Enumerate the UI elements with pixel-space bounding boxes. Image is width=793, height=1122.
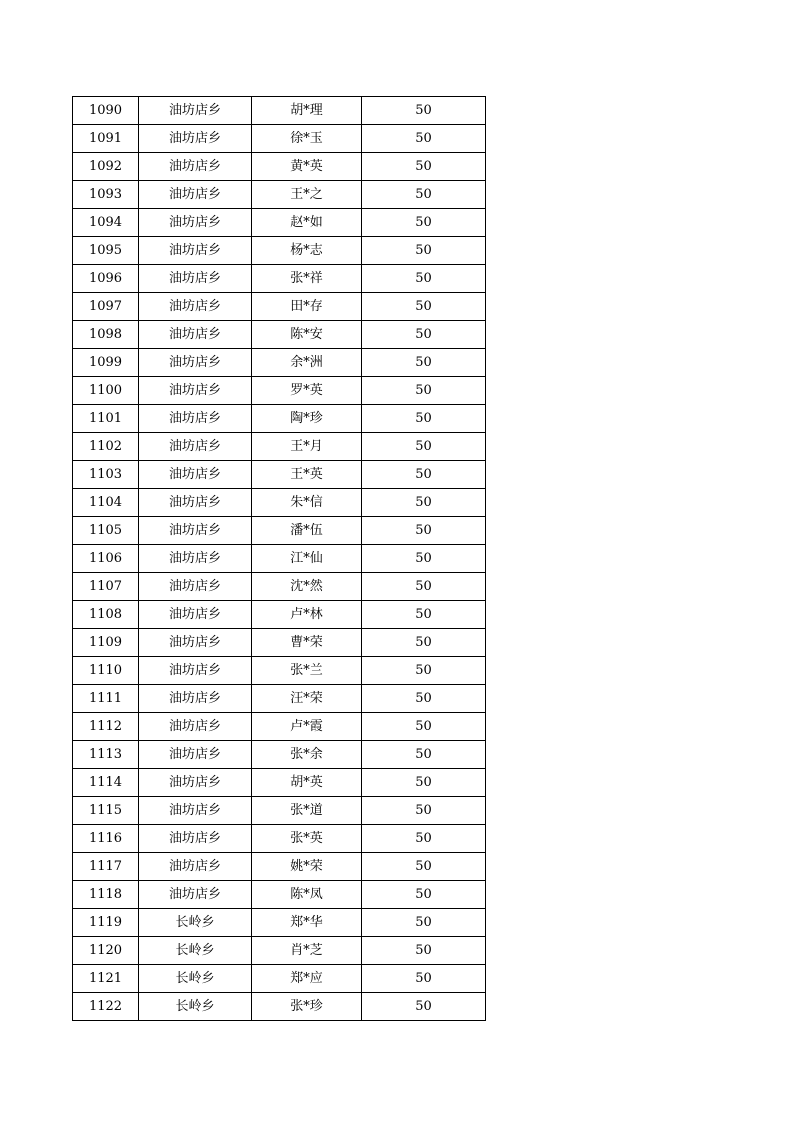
row-number-cell: 1109	[73, 629, 139, 657]
name-cell: 张*珍	[252, 993, 362, 1021]
roster-table	[72, 96, 486, 1021]
name-cell: 汪*荣	[252, 685, 362, 713]
table-row	[73, 181, 486, 209]
row-number-cell: 1099	[73, 349, 139, 377]
amount-cell: 50	[362, 909, 486, 937]
table-row	[73, 545, 486, 573]
township-cell: 油坊店乡	[139, 349, 252, 377]
amount-cell: 50	[362, 713, 486, 741]
township-cell: 油坊店乡	[139, 153, 252, 181]
name-cell: 张*余	[252, 741, 362, 769]
amount-cell: 50	[362, 993, 486, 1021]
township-cell: 油坊店乡	[139, 237, 252, 265]
table-row	[73, 433, 486, 461]
amount-cell: 50	[362, 797, 486, 825]
name-cell: 姚*荣	[252, 853, 362, 881]
township-cell: 油坊店乡	[139, 713, 252, 741]
name-cell: 郑*应	[252, 965, 362, 993]
name-cell: 罗*英	[252, 377, 362, 405]
name-cell: 郑*华	[252, 909, 362, 937]
row-number-cell: 1110	[73, 657, 139, 685]
amount-cell: 50	[362, 517, 486, 545]
township-cell: 油坊店乡	[139, 517, 252, 545]
township-cell: 油坊店乡	[139, 601, 252, 629]
table-row	[73, 937, 486, 965]
township-cell: 油坊店乡	[139, 405, 252, 433]
roster-table-body	[73, 97, 486, 1021]
name-cell: 陶*珍	[252, 405, 362, 433]
township-cell: 长岭乡	[139, 965, 252, 993]
row-number-cell: 1115	[73, 797, 139, 825]
name-cell: 杨*志	[252, 237, 362, 265]
table-row	[73, 489, 486, 517]
township-cell: 油坊店乡	[139, 657, 252, 685]
township-cell: 油坊店乡	[139, 461, 252, 489]
table-row	[73, 965, 486, 993]
name-cell: 王*月	[252, 433, 362, 461]
table-row	[73, 237, 486, 265]
table-row	[73, 405, 486, 433]
name-cell: 张*道	[252, 797, 362, 825]
amount-cell: 50	[362, 209, 486, 237]
amount-cell: 50	[362, 433, 486, 461]
name-cell: 赵*如	[252, 209, 362, 237]
row-number-cell: 1090	[73, 97, 139, 125]
name-cell: 沈*然	[252, 573, 362, 601]
amount-cell: 50	[362, 685, 486, 713]
township-cell: 油坊店乡	[139, 853, 252, 881]
name-cell: 胡*英	[252, 769, 362, 797]
row-number-cell: 1094	[73, 209, 139, 237]
name-cell: 王*之	[252, 181, 362, 209]
name-cell: 徐*玉	[252, 125, 362, 153]
amount-cell: 50	[362, 181, 486, 209]
name-cell: 田*存	[252, 293, 362, 321]
amount-cell: 50	[362, 349, 486, 377]
amount-cell: 50	[362, 489, 486, 517]
name-cell: 卢*林	[252, 601, 362, 629]
amount-cell: 50	[362, 405, 486, 433]
row-number-cell: 1116	[73, 825, 139, 853]
row-number-cell: 1112	[73, 713, 139, 741]
name-cell: 王*英	[252, 461, 362, 489]
amount-cell: 50	[362, 629, 486, 657]
table-row	[73, 881, 486, 909]
township-cell: 油坊店乡	[139, 265, 252, 293]
amount-cell: 50	[362, 937, 486, 965]
table-row	[73, 293, 486, 321]
row-number-cell: 1121	[73, 965, 139, 993]
amount-cell: 50	[362, 601, 486, 629]
table-row	[73, 909, 486, 937]
table-row	[73, 629, 486, 657]
name-cell: 张*兰	[252, 657, 362, 685]
row-number-cell: 1113	[73, 741, 139, 769]
township-cell: 油坊店乡	[139, 797, 252, 825]
township-cell: 油坊店乡	[139, 489, 252, 517]
amount-cell: 50	[362, 293, 486, 321]
row-number-cell: 1092	[73, 153, 139, 181]
table-row	[73, 517, 486, 545]
township-cell: 油坊店乡	[139, 825, 252, 853]
township-cell: 油坊店乡	[139, 573, 252, 601]
township-cell: 油坊店乡	[139, 685, 252, 713]
table-row	[73, 853, 486, 881]
township-cell: 油坊店乡	[139, 377, 252, 405]
township-cell: 油坊店乡	[139, 629, 252, 657]
amount-cell: 50	[362, 741, 486, 769]
township-cell: 油坊店乡	[139, 433, 252, 461]
name-cell: 余*洲	[252, 349, 362, 377]
row-number-cell: 1111	[73, 685, 139, 713]
name-cell: 陈*安	[252, 321, 362, 349]
amount-cell: 50	[362, 545, 486, 573]
row-number-cell: 1106	[73, 545, 139, 573]
township-cell: 长岭乡	[139, 909, 252, 937]
amount-cell: 50	[362, 321, 486, 349]
row-number-cell: 1097	[73, 293, 139, 321]
name-cell: 肖*芝	[252, 937, 362, 965]
table-row	[73, 461, 486, 489]
table-row	[73, 769, 486, 797]
amount-cell: 50	[362, 853, 486, 881]
row-number-cell: 1119	[73, 909, 139, 937]
township-cell: 油坊店乡	[139, 321, 252, 349]
amount-cell: 50	[362, 657, 486, 685]
township-cell: 油坊店乡	[139, 293, 252, 321]
name-cell: 陈*凤	[252, 881, 362, 909]
row-number-cell: 1101	[73, 405, 139, 433]
amount-cell: 50	[362, 377, 486, 405]
table-row	[73, 797, 486, 825]
amount-cell: 50	[362, 125, 486, 153]
name-cell: 胡*理	[252, 97, 362, 125]
table-row	[73, 573, 486, 601]
row-number-cell: 1103	[73, 461, 139, 489]
row-number-cell: 1105	[73, 517, 139, 545]
township-cell: 油坊店乡	[139, 881, 252, 909]
township-cell: 长岭乡	[139, 937, 252, 965]
table-row	[73, 713, 486, 741]
township-cell: 油坊店乡	[139, 545, 252, 573]
name-cell: 黄*英	[252, 153, 362, 181]
amount-cell: 50	[362, 573, 486, 601]
table-row	[73, 657, 486, 685]
township-cell: 长岭乡	[139, 993, 252, 1021]
amount-cell: 50	[362, 965, 486, 993]
name-cell: 张*祥	[252, 265, 362, 293]
table-row	[73, 349, 486, 377]
name-cell: 卢*霞	[252, 713, 362, 741]
row-number-cell: 1095	[73, 237, 139, 265]
table-row	[73, 685, 486, 713]
row-number-cell: 1096	[73, 265, 139, 293]
township-cell: 油坊店乡	[139, 741, 252, 769]
township-cell: 油坊店乡	[139, 125, 252, 153]
table-row	[73, 125, 486, 153]
amount-cell: 50	[362, 881, 486, 909]
row-number-cell: 1118	[73, 881, 139, 909]
row-number-cell: 1102	[73, 433, 139, 461]
amount-cell: 50	[362, 265, 486, 293]
table-row	[73, 825, 486, 853]
name-cell: 江*仙	[252, 545, 362, 573]
amount-cell: 50	[362, 97, 486, 125]
table-row	[73, 377, 486, 405]
row-number-cell: 1107	[73, 573, 139, 601]
row-number-cell: 1108	[73, 601, 139, 629]
table-row	[73, 993, 486, 1021]
amount-cell: 50	[362, 153, 486, 181]
township-cell: 油坊店乡	[139, 769, 252, 797]
table-row	[73, 321, 486, 349]
row-number-cell: 1098	[73, 321, 139, 349]
row-number-cell: 1091	[73, 125, 139, 153]
township-cell: 油坊店乡	[139, 97, 252, 125]
row-number-cell: 1093	[73, 181, 139, 209]
row-number-cell: 1117	[73, 853, 139, 881]
name-cell: 潘*伍	[252, 517, 362, 545]
row-number-cell: 1104	[73, 489, 139, 517]
table-row	[73, 601, 486, 629]
table-row	[73, 153, 486, 181]
amount-cell: 50	[362, 237, 486, 265]
name-cell: 张*英	[252, 825, 362, 853]
name-cell: 曹*荣	[252, 629, 362, 657]
row-number-cell: 1120	[73, 937, 139, 965]
table-row	[73, 741, 486, 769]
township-cell: 油坊店乡	[139, 209, 252, 237]
row-number-cell: 1114	[73, 769, 139, 797]
row-number-cell: 1100	[73, 377, 139, 405]
table-row	[73, 97, 486, 125]
amount-cell: 50	[362, 825, 486, 853]
row-number-cell: 1122	[73, 993, 139, 1021]
township-cell: 油坊店乡	[139, 181, 252, 209]
name-cell: 朱*信	[252, 489, 362, 517]
amount-cell: 50	[362, 461, 486, 489]
amount-cell: 50	[362, 769, 486, 797]
table-row	[73, 209, 486, 237]
table-row	[73, 265, 486, 293]
